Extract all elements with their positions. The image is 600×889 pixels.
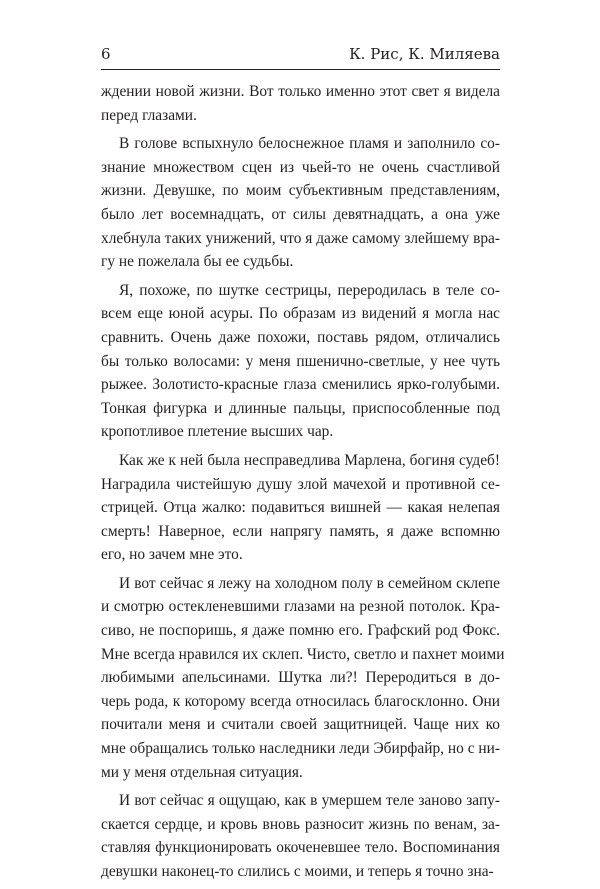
text-line: ми у меня отдельная ситуация. [101,763,303,781]
text-line: кропотливое плетение высших чар. [101,423,334,441]
text-line: гу не пожелала бы ее судьбы. [101,253,294,271]
header-rule [101,69,500,70]
paragraph [101,572,505,784]
body-text [101,80,505,889]
text-line: перед глазами. [101,106,197,124]
text-line: его, но зачем мне это. [101,546,243,564]
text-line: было лет восемнадцать, от силы девятнадцать, а она уже [101,205,500,223]
text-line: Наградила чистейшую душу злой мачехой и противной се- [101,475,500,493]
text-line: знание множеством сцен из чьей-то не очень счастливой [101,158,500,176]
text-line: сравнить. Очень даже похожи, поставь рядом, отличались [101,328,500,346]
text-line: и смотрю остекленевшими глазами на резной потолок. Кра- [101,598,500,616]
text-line: Как же к ней была несправедлива Марлена, богиня судеб! [119,451,500,469]
page-header [101,44,500,70]
text-line: мне обращались только наследники леди Эбирфайр, но с ни- [101,740,500,758]
text-line: бы только волосами: у меня пшенично-светлые, у нее чуть [101,352,500,370]
text-line: любимыми апельсинами. Шутка ли?! Переродиться в до- [101,669,500,687]
text-line: смерть! Наверное, если напрягу память, я даже вспомню [101,522,500,540]
paragraph [101,80,500,127]
text-line: девушки наконец-то слились с моими, и теперь я точно зна- [101,863,494,880]
text-line: И вот сейчас я ощущаю, как в умершем теле заново запу- [119,792,500,810]
text-line: стрицей. Отца жалко: подавиться вишней — какая нелепая [101,499,500,517]
text-line: черь рода, к которому всегда относилась благосклонно. Они [101,692,500,710]
text-line: И вот сейчас я лежу на холодном полу в семейном склепе [119,574,500,592]
text-line: ставляя функционировать окоченевшее тело. Воспоминания [101,839,500,857]
text-line: скается сердце, и кровь вновь разносит жизнь по венам, за- [101,815,500,833]
paragraph [101,789,500,883]
text-line: всем еще юной асуры. По образам из видений я могла нас [101,305,500,323]
text-line: Я, похоже, по шутке сестрицы, переродилась в теле со- [119,281,500,299]
text-line: хлебнула таких унижений, что я даже самому злейшему вра- [101,229,500,247]
paragraph [101,279,500,444]
text-line: рыжее. Золотисто-красные глаза сменились ярко-голубыми. [101,376,500,394]
text-line: Тонкая фигурка и длинные пальцы, приспособленные под [101,399,500,417]
text-line: почитали меня и считали своей защитницей. Чаще них ко [101,716,500,734]
text-line: сиво, не поспоришь, я даже помню его. Графский род Фокс. [101,622,500,640]
running-head-authors: К. Рис, К. Миляева [349,45,500,63]
text-line: ждении новой жизни. Вот только именно этот свет я видела [101,83,500,100]
paragraph [101,132,500,274]
text-line: В голове вспыхнуло белоснежное пламя и заполнило со- [119,135,500,153]
text-line: жизни. Девушке, по моим субъективным представлениям, [101,182,500,200]
text-line: Мне всегда нравился их склеп. Чисто, светло и пахнет моими [101,645,505,663]
paragraph [101,449,500,567]
page-number: 6 [101,45,111,63]
